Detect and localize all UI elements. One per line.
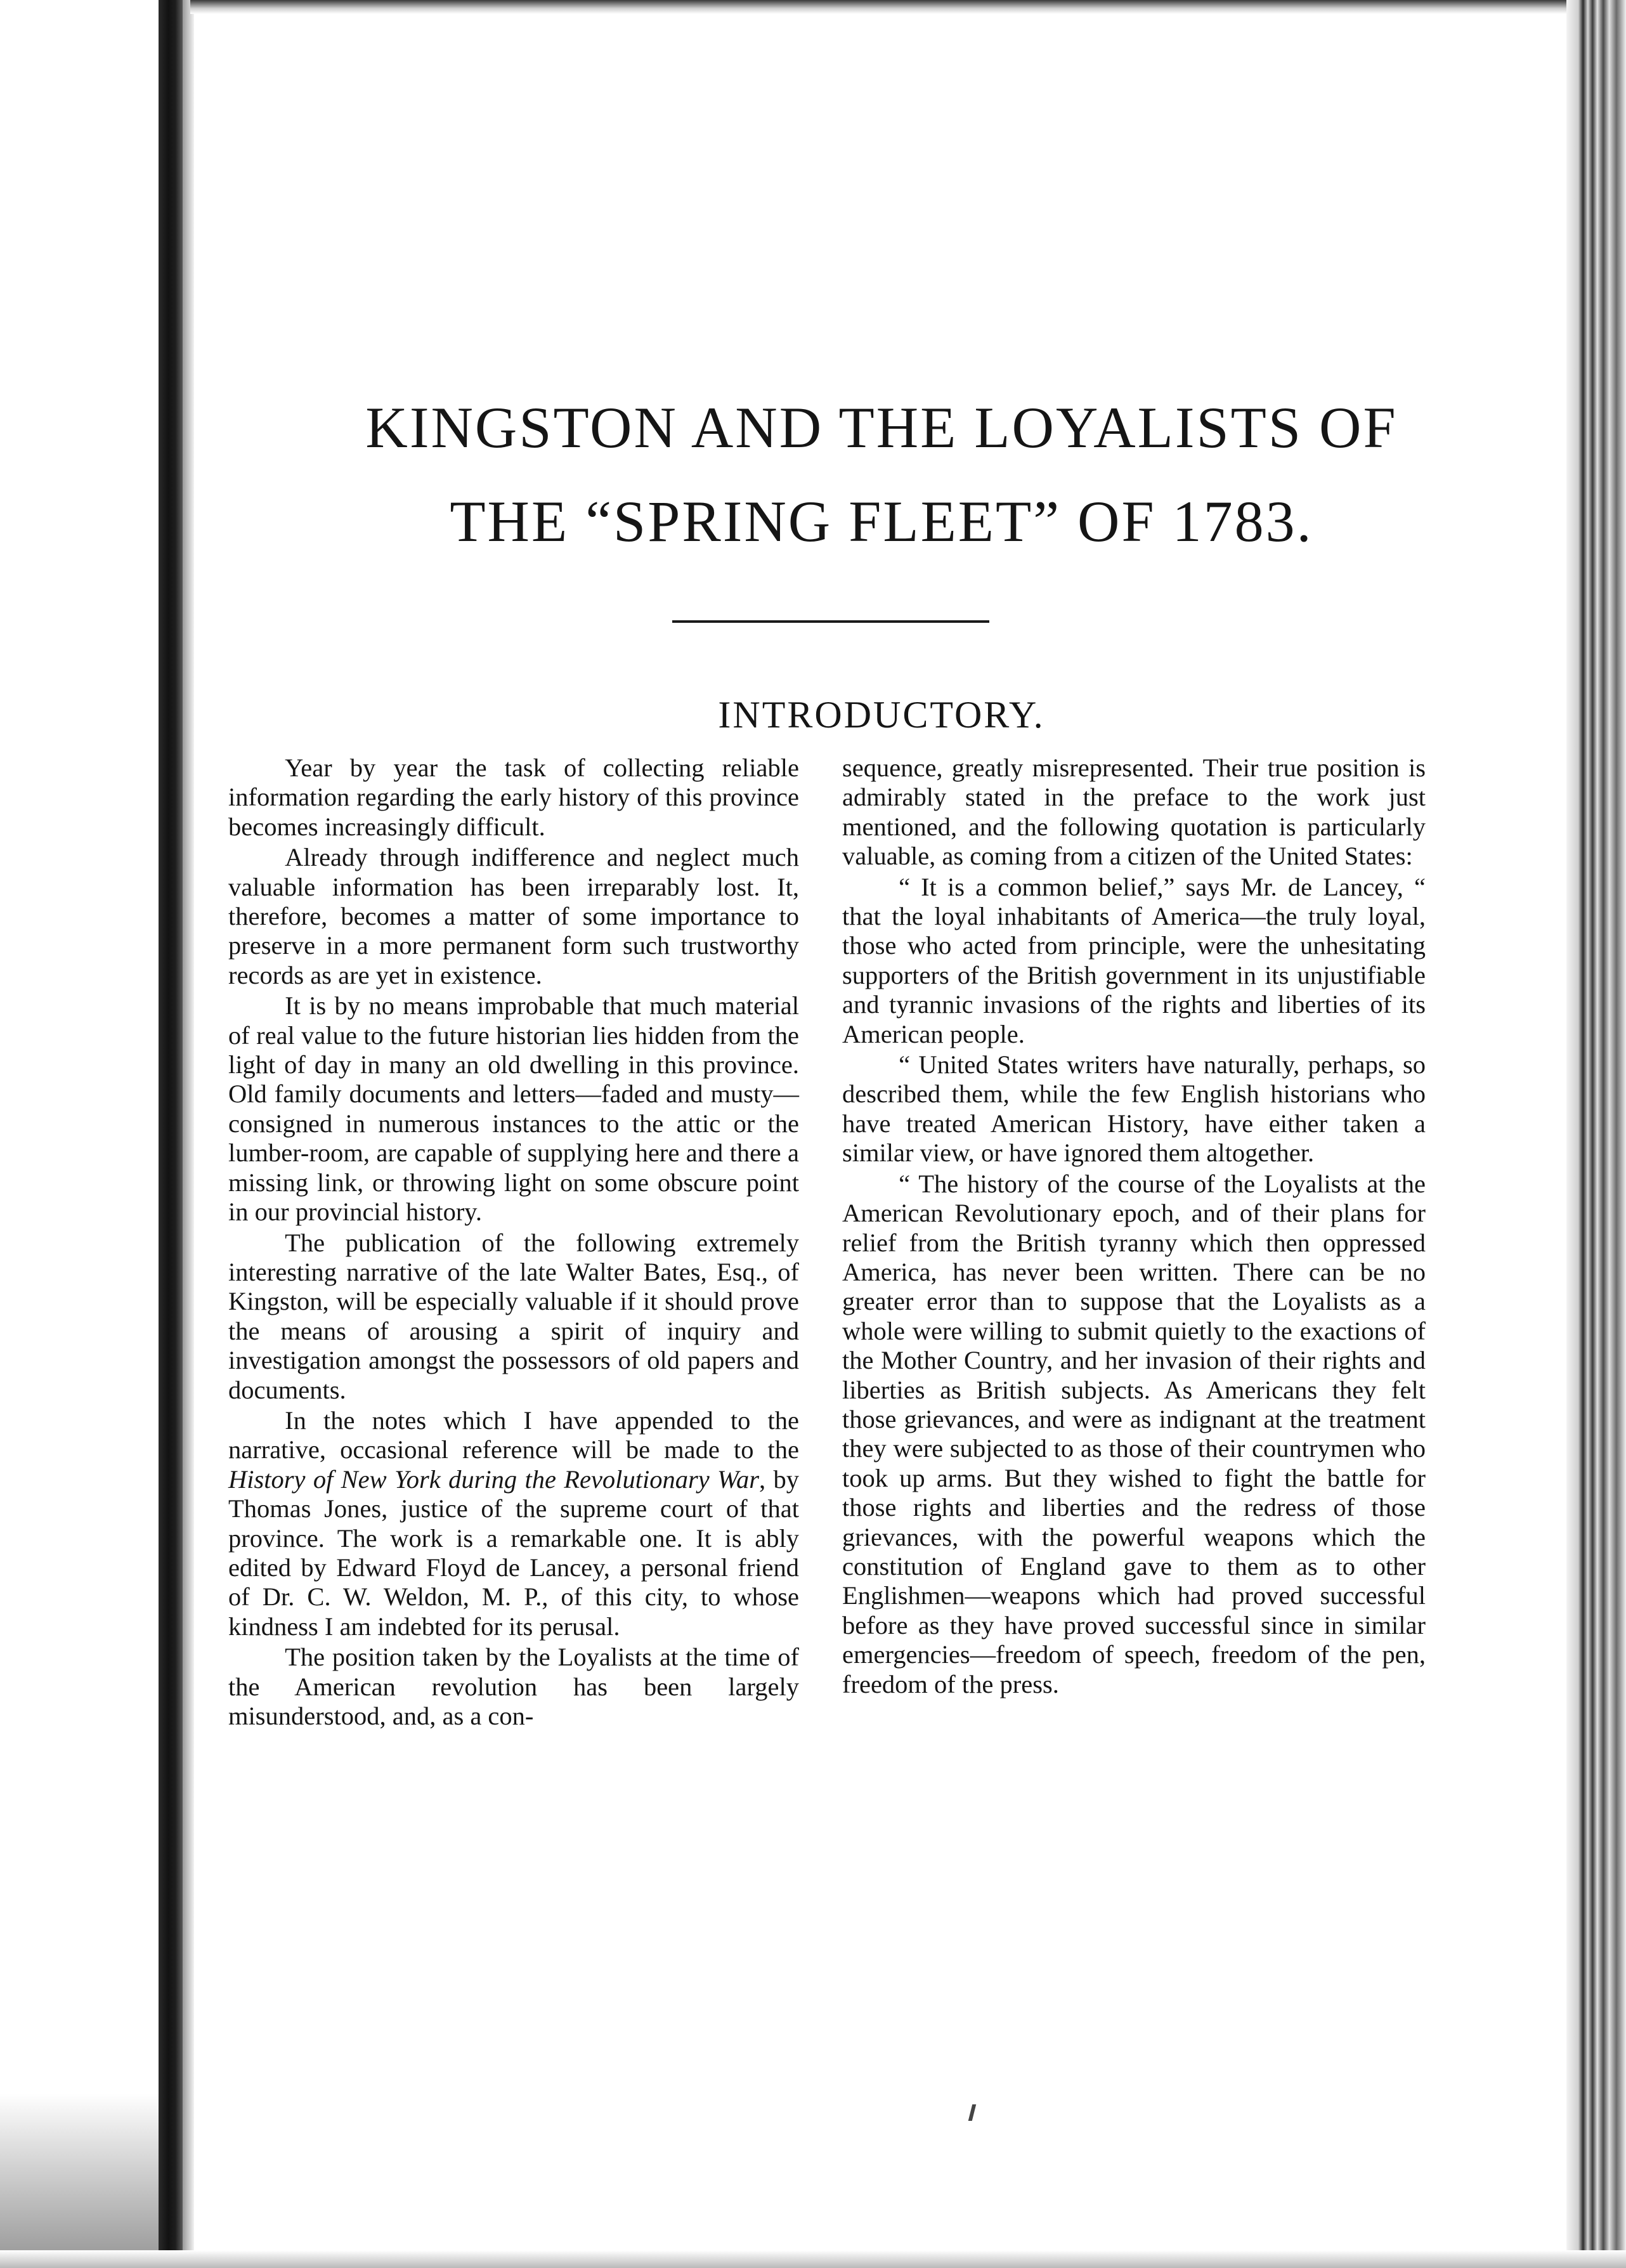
book-title-reference: History of New York during the Revolutionary War	[228, 1464, 760, 1494]
top-edge-shadow	[190, 0, 1579, 14]
left-text-column	[228, 753, 799, 1731]
title-divider	[672, 620, 989, 623]
page-stack-edge	[1566, 0, 1626, 2268]
paragraph: sequence, greatly misrepresented. Their true position is admirably stated in the preface to the work just mentioned, and the following quotation is particularly valuable, as coming from a citizen of the United States:	[842, 753, 1426, 871]
ink-mark	[968, 2104, 976, 2121]
quotation-paragraph: “ The history of the course of the Loyalists at the American Revolutionary epoch, and of their plans for relief from the British tyranny which then oppressed America, has never been written. There can be no greater error than to suppose that the Loyalists as a whole were willing to submit quietly to the exactions of the Mother Country, and her invasion of their rights and liberties as British subjects. As Americans they felt those grievances, and were as indignant at the treatment they were subjected to as those of their countrymen who took up arms. But they wished to fight the battle for those rights and liberties and the redress of those grievances, with the powerful weapons which the constitution of England gave to them as to other Englishmen—weapons which had proved successful before as they have proved successful since in similar emergencies—freedom of speech, freedom of the pen, freedom of the press.	[842, 1169, 1426, 1698]
document-title-line-2: THE “SPRING FLEET” OF 1783.	[450, 489, 1313, 554]
paragraph-text: In the notes which I have appended to the narrative, occasional reference will be made to the	[228, 1405, 799, 1464]
paragraph: Year by year the task of collecting reliable information regarding the early history of this province becomes increasingly difficult.	[228, 753, 799, 841]
bottom-edge-shadow	[0, 2250, 1626, 2268]
right-text-column	[842, 753, 1426, 1699]
section-heading: INTRODUCTORY.	[718, 694, 1045, 736]
book-spine	[159, 0, 183, 2268]
quotation-paragraph: “ It is a common belief,” says Mr. de Lancey, “ that the loyal inhabitants of America—the truly loyal, those who acted from principle, were the unhesitating supporters of the British government in its unjustifiable and tyrannic invasions of the rights and liberties of its American people.	[842, 872, 1426, 1048]
paragraph	[228, 1406, 799, 1641]
paragraph: It is by no means improbable that much material of real value to the future historian lies hidden from the light of day in many an old dwelling in this province. Old family documents and letters—faded and musty—consigned in numerous instances to the attic or the lumber-room, are capable of supplying here and there a missing link, or throwing light on some obscure point in our provincial history.	[228, 991, 799, 1227]
left-page-margin	[0, 0, 160, 2268]
paragraph: Already through indifference and neglect much valuable information has been irreparably lost. It, therefore, becomes a matter of some importance to preserve in a more permanent form such trustworthy records as are yet in existence.	[228, 843, 799, 989]
quotation-paragraph: “ United States writers have naturally, perhaps, so described them, while the few English historians who have treated American History, have either taken a similar view, or have ignored them altogether.	[842, 1050, 1426, 1168]
page-gutter	[183, 0, 194, 2268]
paragraph: The publication of the following extremely interesting narrative of the late Walter Bates, Esq., of Kingston, will be especially valuable if it should prove the means of arousing a spirit of inquiry and investigation amongst the possessors of old papers and documents.	[228, 1228, 799, 1404]
paragraph: The position taken by the Loyalists at the time of the American revolution has been largely misunderstood, and, as a con-	[228, 1643, 799, 1730]
paragraph-text: , by Thomas Jones, justice of the supreme court of that province. The work is a remarkable one. It is ably edited by Edward Floyd de Lancey, a personal friend of Dr. C. W. Weldon, M. P., of this city, to whose kindness I am indebted for its perusal.	[228, 1464, 799, 1641]
scan-shadow	[0, 2093, 160, 2268]
document-title-line-1: KINGSTON AND THE LOYALISTS OF	[365, 395, 1398, 460]
